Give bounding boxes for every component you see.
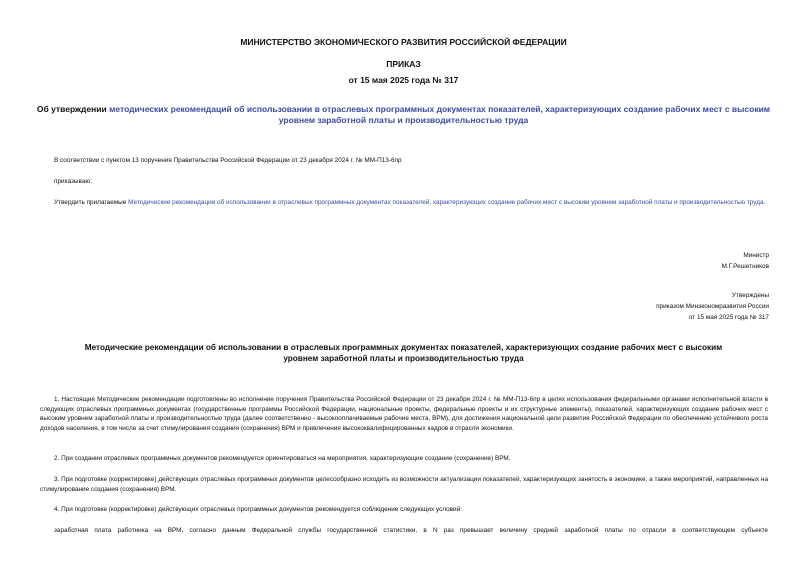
approval-line-1: Утверждены <box>731 292 769 299</box>
signature-name: М.Г.Решетников <box>721 263 769 270</box>
order-label: ПРИКАЗ <box>386 59 421 69</box>
order-date: от 15 мая 2025 года № 317 <box>348 75 459 85</box>
title-prefix: Об утверждении <box>36 104 110 114</box>
paragraph-2: 2. При создании отраслевых программных документов рекомендуется ориентироваться на мероприятия, характеризующие создание (сохранение) ВРМ. <box>54 455 511 462</box>
paragraph-5: заработная плата работника на ВРМ, согласно данным Федеральной службы государственной статистики, в N раз превышает величину средней заработной платы по отрасли в соответствующем субъекте <box>54 527 768 534</box>
approval-line-2: приказом Минэкономразвития России <box>656 303 769 310</box>
approve-link[interactable]: Методические рекомендации об использовании в отраслевых программных документах показателей, характеризующих создание рабочих мест с высоким уровнем заработной платы и производительностью труда <box>128 199 764 206</box>
approve-paragraph <box>40 198 768 208</box>
paragraph-4: 4. При подготовке (корректировке) действующих отраслевых программных документов рекомендуется соблюдение следующих условий: <box>54 506 462 513</box>
title-link[interactable]: методических рекомендаций об использовании в отраслевых программных документах показателей, характеризующих создание рабочих мест с высоким уровнем заработной платы и производительностью труда <box>109 104 771 125</box>
basis-paragraph: В соответствии с пунктом 13 поручения Правительства Российской Федерации от 23 декабря 2024 г. № ММ-П13-6пр <box>54 157 402 164</box>
appendix-title: Методические рекомендации об использовании в отраслевых программных документах показателей, характеризующих создание рабочих мест с высоким уровнем заработной платы и производительностью труда <box>84 343 723 363</box>
paragraph-3: 3. При подготовке (корректировке) действующих отраслевых программных документов целесообразно исходить из возможности актуализации показателей, характеризующих занятость в экономике, а также мероприятий, направленных на стимулирование создания (сохранения) ВРМ. <box>40 476 768 493</box>
approve-prefix: Утвердить прилагаемые <box>54 199 129 206</box>
signature-position: Министр <box>743 252 769 259</box>
approval-line-3: от 15 мая 2025 года № 317 <box>688 314 769 321</box>
ministry-heading: МИНИСТЕРСТВО ЭКОНОМИЧЕСКОГО РАЗВИТИЯ РОССИЙСКОЙ ФЕДЕРАЦИИ <box>240 37 567 47</box>
approve-suffix: . <box>763 199 766 206</box>
document-title <box>36 104 771 126</box>
paragraph-1: 1. Настоящие Методические рекомендации подготовлены во исполнение поручения Правительства Российской Федерации от 23 декабря 2024 г. № ММ-П13-6пр в целях использования федеральными органами исполнительной власти в следующих отраслевых программных документах (государственные программы Российской Федерации, национальные проекты, федеральные проекты и их структурные элементы), показателей, характеризующих создание рабочих мест с высоким уровнем заработной платы и производительностью труда (далее соответственно - высокооплачиваемые рабочие места, ВРМ), для достижения национальной цели развития Российской Федерации по обеспечению устойчивого роста доходов населения, в том числе за счет стимулирования создания (сохранения) ВРМ и привлечения высококвалифицированных кадров в отрасли экономики. <box>40 396 768 432</box>
orders-paragraph: приказываю: <box>54 178 92 185</box>
